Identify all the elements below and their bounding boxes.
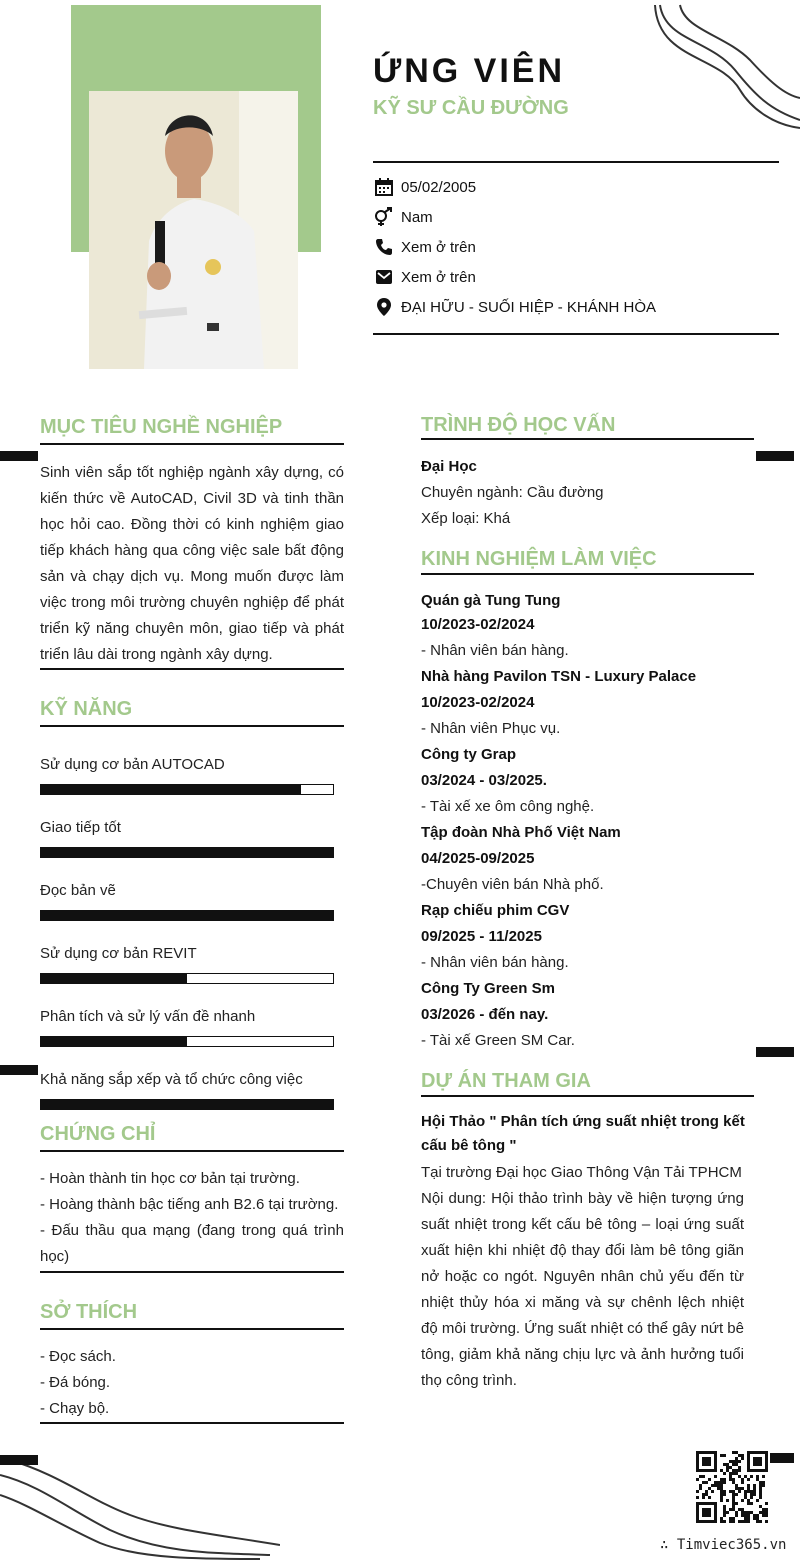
qr-module	[696, 1490, 699, 1493]
qr-module	[705, 1490, 708, 1493]
qr-module	[741, 1481, 744, 1484]
qr-module	[732, 1490, 735, 1493]
qr-module	[744, 1490, 747, 1493]
qr-module	[753, 1487, 756, 1490]
qr-module	[732, 1472, 735, 1475]
qr-module	[729, 1478, 732, 1481]
qr-module	[723, 1508, 726, 1511]
qr-module	[747, 1478, 750, 1481]
qr-module	[735, 1493, 738, 1496]
qr-module	[765, 1514, 768, 1517]
phone-icon	[373, 236, 395, 258]
qr-module	[723, 1505, 726, 1508]
margin-mark	[0, 1455, 38, 1465]
qr-module	[747, 1511, 750, 1514]
qr-module	[750, 1496, 753, 1499]
qr-module	[744, 1496, 747, 1499]
project-name: Hội Thảo " Phân tích ứng suất nhiệt trong kết cấu bê tông "	[421, 1113, 745, 1154]
qr-module	[738, 1487, 741, 1490]
qr-module	[726, 1469, 729, 1472]
qr-module	[699, 1487, 702, 1490]
skill-bar-fill	[41, 785, 301, 794]
qr-module	[732, 1502, 735, 1505]
info-gender	[373, 206, 433, 228]
skill-bar	[40, 847, 334, 858]
qr-module	[720, 1496, 723, 1499]
skill-label: Phân tích và sử lý vấn đề nhanh	[40, 1008, 256, 1025]
experience-period: 04/2025-09/2025	[421, 850, 535, 867]
margin-mark	[756, 451, 794, 461]
education-level: Đại Học	[421, 458, 477, 475]
qr-module	[756, 1517, 759, 1520]
projects-title-line	[421, 1095, 754, 1097]
info-address-text: ĐẠI HỮU - SUỐI HIỆP - KHÁNH HÒA	[401, 298, 657, 316]
skill-label: Giao tiếp tốt	[40, 819, 121, 836]
qr-module	[765, 1508, 768, 1511]
education-major: Chuyên ngành: Cầu đường	[421, 484, 604, 501]
experience-role: - Nhân viên bán hàng.	[421, 954, 569, 971]
experience-period: 09/2025 - 11/2025	[421, 928, 542, 945]
experience-period: 03/2026 - đến nay.	[421, 1006, 549, 1023]
qr-module	[726, 1466, 729, 1469]
qr-module	[753, 1514, 756, 1517]
experience-role: - Nhân viên Phục vụ.	[421, 720, 561, 737]
qr-module	[747, 1487, 750, 1490]
qr-module	[762, 1514, 765, 1517]
margin-mark	[0, 451, 38, 461]
experience-company: Công Ty Green Sm	[421, 980, 555, 997]
qr-module	[735, 1472, 738, 1475]
qr-module	[735, 1502, 738, 1505]
qr-module	[759, 1511, 762, 1514]
qr-module	[750, 1502, 753, 1505]
qr-module	[717, 1487, 720, 1490]
qr-module	[723, 1490, 726, 1493]
experience-company: Nhà hàng Pavilon TSN - Luxury Palace	[421, 668, 697, 685]
header-divider	[373, 161, 779, 163]
certificate-item: - Đấu thầu qua mạng (đang trong quá trình học)	[40, 1222, 344, 1265]
certificate-item: - Hoàng thành bậc tiếng anh B2.6 tại trường.	[40, 1196, 339, 1213]
skill-bar-fill	[41, 1100, 333, 1109]
qr-module	[759, 1520, 762, 1523]
qr-module	[762, 1484, 765, 1487]
qr-module	[750, 1493, 753, 1496]
qr-module	[762, 1508, 765, 1511]
footer-brand: ∴ Timviec365.vn	[660, 1537, 787, 1553]
qr-module	[741, 1508, 744, 1511]
qr-module	[702, 1493, 705, 1496]
margin-mark	[756, 1047, 794, 1057]
qr-module	[741, 1514, 744, 1517]
skill-bar-fill	[41, 1037, 187, 1046]
qr-module	[738, 1508, 741, 1511]
qr-module	[756, 1478, 759, 1481]
qr-module	[723, 1463, 726, 1466]
objective-title-line	[40, 443, 344, 445]
qr-module	[732, 1505, 735, 1508]
qr-module	[729, 1490, 732, 1493]
qr-module	[747, 1514, 750, 1517]
qr-module	[753, 1493, 756, 1496]
qr-module	[699, 1484, 702, 1487]
qr-module	[732, 1451, 735, 1454]
qr-module	[714, 1475, 717, 1478]
qr-module	[717, 1481, 720, 1484]
skill-bar	[40, 1099, 334, 1110]
qr-module	[702, 1481, 705, 1484]
qr-module	[723, 1511, 726, 1514]
info-phone-text: Xem ở trên	[401, 238, 476, 256]
qr-module	[765, 1502, 768, 1505]
top-right-swirl-decoration	[640, 0, 800, 130]
qr-module	[696, 1478, 699, 1481]
qr-module	[744, 1517, 747, 1520]
qr-module	[720, 1517, 723, 1520]
margin-mark	[0, 1065, 38, 1075]
qr-module	[759, 1496, 762, 1499]
info-birthdate	[373, 176, 476, 198]
qr-module	[756, 1520, 759, 1523]
qr-module	[744, 1520, 747, 1523]
qr-module	[741, 1499, 744, 1502]
info-birthdate-text: 05/02/2005	[401, 178, 477, 196]
qr-module	[735, 1469, 738, 1472]
qr-module	[723, 1481, 726, 1484]
qr-module	[738, 1466, 741, 1469]
projects-title: DỰ ÁN THAM GIA	[421, 1070, 591, 1092]
qr-module	[720, 1490, 723, 1493]
qr-module	[720, 1469, 723, 1472]
qr-module	[708, 1487, 711, 1490]
qr-module	[720, 1499, 723, 1502]
qr-module	[747, 1490, 750, 1493]
qr-module	[732, 1496, 735, 1499]
experience-title: KINH NGHIỆM LÀM VIỆC	[421, 548, 657, 570]
experience-role: -Chuyên viên bán Nhà phố.	[421, 876, 604, 893]
qr-module	[729, 1520, 732, 1523]
location-icon	[373, 296, 395, 318]
skill-bar	[40, 1036, 334, 1047]
qr-module	[759, 1481, 762, 1484]
objective-text: Sinh viên sắp tốt nghiệp ngành xây dựng, có kiến thức về AutoCAD, Civil 3D và tinh thần học hỏi cao. Đồng thời có kinh nghiệm giao tiếp khách hàng qua công việc sale bất động sản và chạy dịch vụ. Mong muốn được làm việc trong môi trường chuyên nghiệp để phát triển kỹ năng chuyên môn, giao tiếp và phát triển lâu dài trong ngành xây dựng.	[40, 464, 344, 663]
qr-module	[738, 1490, 741, 1493]
education-title: TRÌNH ĐỘ HỌC VẤN	[421, 414, 616, 436]
qr-module	[711, 1484, 714, 1487]
qr-module	[738, 1520, 741, 1523]
qr-module	[741, 1457, 744, 1460]
qr-module	[726, 1499, 729, 1502]
qr-module	[741, 1478, 744, 1481]
project-content: Nội dung: Hội thảo trình bày về hiện tượng ứng suất nhiệt trong kết cấu bê tông – loại ứng suất xuất hiện khi nhiệt độ thay đổi làm bê tông giãn nở hoặc co ngót. Nguyên nhân chủ yếu đến từ nhiệt thủy hóa xi măng và sự chênh lệch nhiệt độ môi trường. Ứng suất nhiệt có thể gây nứt bê tông, giảm khả năng chịu lực và ảnh hưởng tuổi thọ công trình.	[421, 1190, 744, 1389]
calendar-icon	[373, 176, 395, 198]
experience-role: - Nhân viên bán hàng.	[421, 642, 569, 659]
qr-module	[732, 1520, 735, 1523]
skills-title: KỸ NĂNG	[40, 698, 133, 720]
qr-module	[741, 1454, 744, 1457]
email-icon	[373, 266, 395, 288]
qr-module	[750, 1490, 753, 1493]
qr-module	[735, 1511, 738, 1514]
qr-module	[747, 1520, 750, 1523]
qr-module	[747, 1502, 750, 1505]
qr-finder	[753, 1457, 762, 1466]
gender-icon	[373, 206, 395, 228]
skill-bar	[40, 910, 334, 921]
qr-module	[732, 1469, 735, 1472]
skill-bar-fill	[41, 848, 333, 857]
experience-period: 10/2023-02/2024	[421, 616, 535, 633]
qr-module	[720, 1481, 723, 1484]
qr-module	[726, 1511, 729, 1514]
certificates-title: CHỨNG CHỈ	[40, 1123, 156, 1145]
qr-module	[744, 1511, 747, 1514]
qr-module	[756, 1514, 759, 1517]
qr-module	[729, 1517, 732, 1520]
qr-module	[714, 1481, 717, 1484]
qr-module	[729, 1475, 732, 1478]
qr-module	[756, 1475, 759, 1478]
qr-module	[699, 1475, 702, 1478]
qr-module	[732, 1493, 735, 1496]
qr-module	[723, 1472, 726, 1475]
experience-company: Rạp chiếu phim CGV	[421, 902, 570, 919]
certificate-item: - Hoàn thành tin học cơ bản tại trường.	[40, 1170, 300, 1187]
qr-module	[759, 1490, 762, 1493]
qr-module	[750, 1475, 753, 1478]
skill-label: Sử dụng cơ bản REVIT	[40, 945, 197, 962]
info-address	[373, 296, 656, 318]
qr-module	[726, 1463, 729, 1466]
qr-module	[747, 1484, 750, 1487]
qr-module	[741, 1511, 744, 1514]
qr-module	[753, 1517, 756, 1520]
qr-module	[711, 1490, 714, 1493]
margin-mark	[770, 1453, 794, 1463]
experience-title-line	[421, 573, 754, 575]
qr-module	[759, 1493, 762, 1496]
experience-company: Công ty Grap	[421, 746, 517, 763]
qr-module	[735, 1484, 738, 1487]
qr-code	[696, 1451, 768, 1523]
qr-module	[723, 1478, 726, 1481]
qr-module	[744, 1493, 747, 1496]
experience-role: - Tài xế Green SM Car.	[421, 1032, 575, 1049]
qr-module	[732, 1508, 735, 1511]
experience-period: 10/2023-02/2024	[421, 694, 535, 711]
skill-bar	[40, 784, 334, 795]
qr-module	[753, 1490, 756, 1493]
header-bottom-divider	[373, 333, 779, 335]
qr-module	[735, 1460, 738, 1463]
qr-module	[759, 1505, 762, 1508]
qr-module	[732, 1460, 735, 1463]
qr-module	[720, 1484, 723, 1487]
info-phone	[373, 236, 476, 258]
skill-label: Khả năng sắp xếp và tổ chức công việc	[40, 1071, 303, 1088]
objective-title: MỤC TIÊU NGHỀ NGHIỆP	[40, 416, 283, 438]
qr-module	[741, 1487, 744, 1490]
candidate-name: ỨNG VIÊN	[373, 52, 566, 90]
bottom-left-swirl-decoration	[0, 1455, 280, 1561]
qr-module	[705, 1481, 708, 1484]
qr-module	[705, 1493, 708, 1496]
qr-module	[729, 1466, 732, 1469]
qr-module	[732, 1517, 735, 1520]
skill-label: Sử dụng cơ bản AUTOCAD	[40, 756, 225, 773]
qr-module	[720, 1520, 723, 1523]
hobbies-bottom-line	[40, 1422, 344, 1424]
qr-module	[723, 1520, 726, 1523]
qr-module	[723, 1493, 726, 1496]
qr-module	[732, 1478, 735, 1481]
qr-module	[750, 1511, 753, 1514]
qr-module	[747, 1517, 750, 1520]
qr-module	[735, 1487, 738, 1490]
candidate-photo	[89, 91, 298, 369]
qr-module	[738, 1469, 741, 1472]
qr-module	[744, 1514, 747, 1517]
qr-module	[729, 1508, 732, 1511]
qr-module	[762, 1481, 765, 1484]
qr-module	[720, 1493, 723, 1496]
qr-module	[702, 1475, 705, 1478]
qr-finder	[702, 1508, 711, 1517]
hobbies-title-line	[40, 1328, 344, 1330]
skill-label: Đọc bản vẽ	[40, 882, 116, 899]
hobby-item: - Chạy bộ.	[40, 1400, 110, 1417]
qr-module	[702, 1496, 705, 1499]
education-title-line	[421, 438, 754, 440]
qr-module	[738, 1454, 741, 1457]
qr-module	[720, 1478, 723, 1481]
qr-module	[759, 1487, 762, 1490]
info-email-text: Xem ở trên	[401, 268, 476, 286]
qr-module	[756, 1499, 759, 1502]
qr-module	[735, 1514, 738, 1517]
qr-module	[738, 1475, 741, 1478]
qr-module	[762, 1511, 765, 1514]
education-grade: Xếp loại: Khá	[421, 510, 511, 527]
qr-module	[759, 1484, 762, 1487]
hobby-item: - Đọc sách.	[40, 1348, 116, 1365]
qr-module	[735, 1463, 738, 1466]
qr-module	[765, 1511, 768, 1514]
hobby-item: - Đá bóng.	[40, 1374, 111, 1391]
certificates-title-line	[40, 1150, 344, 1152]
qr-module	[735, 1451, 738, 1454]
qr-module	[738, 1460, 741, 1463]
qr-module	[720, 1487, 723, 1490]
qr-module	[723, 1454, 726, 1457]
hobbies-title: SỞ THÍCH	[40, 1301, 138, 1323]
qr-module	[717, 1484, 720, 1487]
qr-module	[747, 1499, 750, 1502]
qr-module	[765, 1520, 768, 1523]
info-gender-text: Nam	[401, 208, 433, 226]
qr-finder	[702, 1457, 711, 1466]
qr-module	[762, 1475, 765, 1478]
project-place: Tại trường Đại học Giao Thông Vận Tải TPHCM	[421, 1164, 742, 1181]
qr-module	[732, 1463, 735, 1466]
qr-module	[708, 1496, 711, 1499]
qr-module	[729, 1460, 732, 1463]
qr-module	[729, 1472, 732, 1475]
qr-module	[714, 1484, 717, 1487]
experience-role: - Tài xế xe ôm công nghệ.	[421, 798, 595, 815]
info-email	[373, 266, 476, 288]
qr-module	[720, 1454, 723, 1457]
skill-bar-fill	[41, 911, 333, 920]
qr-module	[723, 1514, 726, 1517]
qr-module	[735, 1457, 738, 1460]
objective-bottom-line	[40, 668, 344, 670]
skill-bar-fill	[41, 974, 187, 983]
qr-module	[708, 1478, 711, 1481]
qr-module	[732, 1481, 735, 1484]
qr-module	[696, 1496, 699, 1499]
experience-company: Tập đoàn Nhà Phố Việt Nam	[421, 824, 621, 841]
experience-company: Quán gà Tung Tung	[421, 592, 561, 609]
skill-bar	[40, 973, 334, 984]
qr-module	[732, 1499, 735, 1502]
qr-module	[744, 1475, 747, 1478]
skills-title-line	[40, 725, 344, 727]
certificates-bottom-line	[40, 1271, 344, 1273]
qr-module	[753, 1484, 756, 1487]
experience-period: 03/2024 - 03/2025.	[421, 772, 547, 789]
candidate-role: KỸ SƯ CẦU ĐƯỜNG	[373, 97, 569, 119]
qr-module	[741, 1520, 744, 1523]
